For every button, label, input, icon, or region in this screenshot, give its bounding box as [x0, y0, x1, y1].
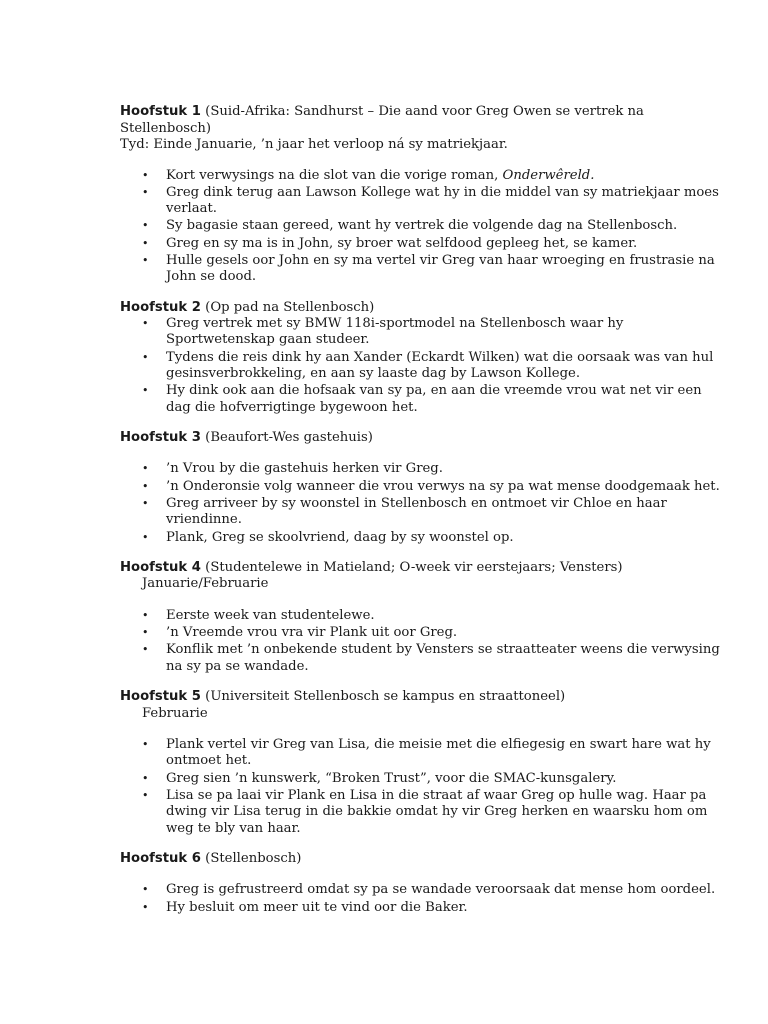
chapter-5-heading: [120, 689, 730, 706]
chapter-5-time: Februarie: [142, 705, 208, 721]
chapter-5: [120, 689, 730, 837]
chapter-1: [120, 104, 730, 286]
chapter-5-number: Hoofstuk 5: [120, 689, 201, 705]
list-item: • Sy bagasie staan gereed, want hy vertrek die volgende dag na Stellenbosch.: [142, 218, 678, 234]
bullet-icon: •: [142, 771, 149, 785]
list-item: • Plank, Greg se skoolvriend, daag by sy woonstel op.: [142, 529, 514, 545]
document-page: [120, 104, 730, 917]
chapter-3-heading: [120, 430, 730, 447]
chapter-6-title: (Stellenbosch): [200, 850, 302, 866]
chapter-4-list: [120, 608, 730, 675]
bullet-icon: •: [142, 317, 149, 331]
chapter-5-list: [120, 737, 730, 837]
bullet-icon: •: [142, 462, 149, 476]
chapter-3-list: [120, 461, 730, 545]
list-item: • Greg dink terug aan Lawson Kollege wat hy in die middel van sy matriekjaar moes verlaat.: [142, 184, 719, 217]
chapter-5-title: (Universiteit Stellenbosch se kampus en straattoneel): [200, 689, 566, 705]
bullet-icon: •: [142, 479, 149, 493]
chapter-4-time: Januarie/Februarie: [142, 576, 269, 592]
chapter-2: [120, 300, 730, 416]
bullet-icon: •: [142, 900, 149, 914]
chapter-1-heading: [120, 104, 730, 137]
list-item: • Greg sien ’n kunswerk, “Broken Trust”, voor die SMAC-kunsgalery.: [142, 770, 617, 786]
chapter-1-list: [120, 168, 730, 286]
list-item: • Lisa se pa laai vir Plank en Lisa in die straat af waar Greg op hulle wag. Haar pa dwing vir Lisa terug in die bakkie omdat hy vir Greg herken en waarsku hom om weg te bly van haar.: [142, 787, 708, 836]
bullet-icon: •: [142, 168, 149, 182]
list-item: • Kort verwysings na die slot van die vorige roman, Onderwêreld.: [142, 167, 595, 183]
chapter-4-number: Hoofstuk 4: [120, 559, 201, 575]
chapter-6: [120, 851, 730, 916]
bullet-icon: •: [142, 738, 149, 752]
list-item: • Greg arriveer by sy woonstel in Stellenbosch en ontmoet vir Chloe en haar vriendinne.: [142, 495, 667, 528]
chapter-6-list: [120, 882, 730, 916]
chapter-2-heading: [120, 300, 730, 317]
bullet-icon: •: [142, 883, 149, 897]
list-item: • Konflik met ’n onbekende student by Vensters se straatteater weens die verwysing na sy pa se wandade.: [142, 642, 720, 674]
bullet-icon: •: [142, 185, 149, 199]
list-item: • ’n Vreemde vrou vra vir Plank uit oor Greg.: [142, 625, 458, 641]
chapter-2-number: Hoofstuk 2: [120, 299, 201, 315]
list-item: • Plank vertel vir Greg van Lisa, die meisie met die elfiegesig en swart hare wat hy ontmoet het.: [142, 737, 711, 769]
list-item: • Greg vertrek met sy BMW 118i-sportmodel na Stellenbosch waar hy Sportwetenskap gaan studeer.: [142, 316, 624, 348]
bullet-icon: •: [142, 219, 149, 233]
list-item: • Hy besluit om meer uit te vind oor die Baker.: [142, 899, 468, 915]
bullet-icon: •: [142, 350, 149, 364]
list-item: • Hy dink ook aan die hofsaak van sy pa, en aan die vreemde vrou wat net vir een dag die hofverrigtinge bygewoon het.: [142, 383, 702, 415]
list-item: • Hulle gesels oor John en sy ma vertel vir Greg van haar wroeging en frustrasie na John se dood.: [142, 252, 715, 285]
chapter-3: [120, 430, 730, 546]
list-item: • ’n Onderonsie volg wanneer die vrou verwys na sy pa wat mense doodgemaak het.: [142, 478, 720, 494]
chapter-4: [120, 560, 730, 675]
list-item: • Greg is gefrustreerd omdat sy pa se wandade veroorsaak dat mense hom oordeel.: [142, 882, 716, 898]
list-item: • Eerste week van studentelewe.: [142, 607, 375, 623]
chapter-3-number: Hoofstuk 3: [120, 429, 201, 445]
chapter-4-title: (Studentelewe in Matieland; O-week vir eerstejaars; Vensters): [200, 559, 623, 575]
chapter-1-title: (Suid-Afrika: Sandhurst – Die aand voor Greg Owen se vertrek na Stellenbosch): [120, 104, 644, 136]
bullet-icon: •: [142, 530, 149, 544]
bullet-icon: •: [142, 253, 149, 267]
bullet-icon: •: [142, 384, 149, 398]
chapter-6-number: Hoofstuk 6: [120, 850, 201, 866]
list-item: • Tydens die reis dink hy aan Xander (Eckardt Wilken) wat die oorsaak was van hul gesinsverbrokkeling, en aan sy laaste dag by Lawson Kollege.: [142, 349, 714, 381]
chapter-4-heading: [120, 560, 730, 577]
list-item: • ’n Vrou by die gastehuis herken vir Greg.: [142, 461, 443, 477]
bullet-icon: •: [142, 788, 149, 802]
chapter-1-number: Hoofstuk 1: [120, 104, 201, 119]
chapter-6-heading: [120, 851, 730, 868]
bullet-icon: •: [142, 236, 149, 250]
novel-title: Onderwêreld.: [502, 167, 595, 183]
bullet-icon: •: [142, 496, 149, 510]
bullet-icon: •: [142, 608, 149, 622]
chapter-3-title: (Beaufort-Wes gastehuis): [200, 429, 373, 445]
chapter-2-list: [120, 316, 730, 416]
bullet-icon: •: [142, 643, 149, 657]
bullet-icon: •: [142, 626, 149, 640]
chapter-2-title: (Op pad na Stellenbosch): [200, 299, 375, 315]
list-item: • Greg en sy ma is in John, sy broer wat selfdood gepleeg het, se kamer.: [142, 235, 638, 251]
chapter-1-time: Tyd: Einde Januarie, ’n jaar het verloop ná sy matriekjaar.: [120, 137, 508, 152]
